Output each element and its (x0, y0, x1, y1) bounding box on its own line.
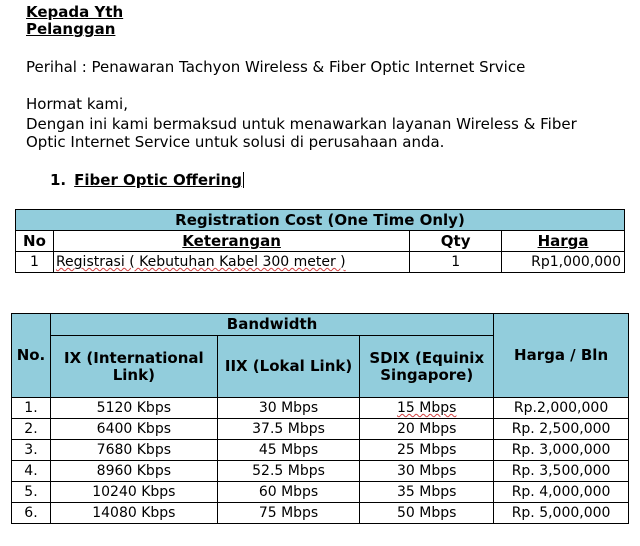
reg-header-harga: Harga (502, 231, 625, 252)
bw-header-price: Harga / Bln (494, 314, 629, 398)
bw-cell-iix: 75 Mbps (217, 503, 360, 524)
table-row (12, 482, 629, 503)
body-line-1: Dengan ini kami bermaksud untuk menawarkan layanan Wireless & Fiber (26, 115, 577, 133)
bw-cell-price: Rp.2,000,000 (494, 398, 629, 419)
reg-header-keterangan: Keterangan (53, 231, 409, 252)
bw-cell-ix: 10240 Kbps (50, 482, 217, 503)
reg-header-no: No (16, 231, 54, 252)
opening-line: Hormat kami, (26, 95, 128, 113)
table-row (12, 461, 629, 482)
table-row (12, 398, 629, 419)
registration-table-title: Registration Cost (One Time Only) (16, 210, 625, 231)
subject-line: Perihal : Penawaran Tachyon Wireless & Fiber Optic Internet Srvice (26, 58, 526, 76)
bw-cell-sdix: 50 Mbps (360, 503, 494, 524)
body-line-2: Optic Internet Service untuk solusi di perusahaan anda. (26, 133, 445, 151)
bw-cell-sdix: 15 Mbps (360, 398, 494, 419)
bw-header-iix: IIX (Lokal Link) (217, 336, 360, 398)
bw-cell-ix: 14080 Kbps (50, 503, 217, 524)
reg-cell-no: 1 (16, 252, 54, 273)
bw-cell-no: 4. (12, 461, 51, 482)
table-row (12, 440, 629, 461)
bw-header-bandwidth: Bandwidth (50, 314, 493, 336)
bw-cell-ix: 5120 Kbps (50, 398, 217, 419)
reg-header-qty: Qty (410, 231, 502, 252)
bw-cell-sdix: 35 Mbps (360, 482, 494, 503)
reg-cell-harga: Rp1,000,000 (502, 252, 625, 273)
greeting-line-1: Kepada Yth (26, 3, 124, 21)
bw-cell-ix: 7680 Kbps (50, 440, 217, 461)
bw-header-ix: IX (International Link) (50, 336, 217, 398)
reg-cell-qty: 1 (410, 252, 502, 273)
bw-cell-no: 6. (12, 503, 51, 524)
bw-table-body (12, 398, 629, 524)
bw-header-sdix: SDIX (Equinix Singapore) (360, 336, 494, 398)
bw-cell-sdix: 25 Mbps (360, 440, 494, 461)
section-number: 1. (50, 171, 67, 189)
bw-cell-no: 5. (12, 482, 51, 503)
section-heading (50, 171, 244, 189)
bw-cell-iix: 30 Mbps (217, 398, 360, 419)
bw-cell-iix: 45 Mbps (217, 440, 360, 461)
registration-cost-table (15, 209, 625, 273)
table-row (12, 503, 629, 524)
text-cursor (243, 172, 244, 188)
bw-cell-price: Rp. 3,000,000 (494, 440, 629, 461)
bw-cell-iix: 60 Mbps (217, 482, 360, 503)
bw-cell-iix: 52.5 Mbps (217, 461, 360, 482)
bw-cell-price: Rp. 4,000,000 (494, 482, 629, 503)
bandwidth-price-table (11, 313, 629, 524)
bw-header-no: No. (12, 314, 51, 398)
bw-cell-ix: 8960 Kbps (50, 461, 217, 482)
bw-cell-iix: 37.5 Mbps (217, 419, 360, 440)
reg-cell-keterangan: Registrasi ( Kebutuhan Kabel 300 meter ) (53, 252, 409, 273)
bw-cell-no: 2. (12, 419, 51, 440)
bw-cell-sdix: 20 Mbps (360, 419, 494, 440)
bw-cell-ix: 6400 Kbps (50, 419, 217, 440)
bw-cell-no: 1. (12, 398, 51, 419)
bw-cell-price: Rp. 5,000,000 (494, 503, 629, 524)
section-title: Fiber Optic Offering (74, 171, 243, 189)
table-row (12, 419, 629, 440)
greeting-line-2: Pelanggan (26, 20, 116, 38)
bw-cell-price: Rp. 2,500,000 (494, 419, 629, 440)
table-row (16, 252, 625, 273)
bw-cell-no: 3. (12, 440, 51, 461)
bw-cell-price: Rp. 3,500,000 (494, 461, 629, 482)
bw-cell-sdix: 30 Mbps (360, 461, 494, 482)
